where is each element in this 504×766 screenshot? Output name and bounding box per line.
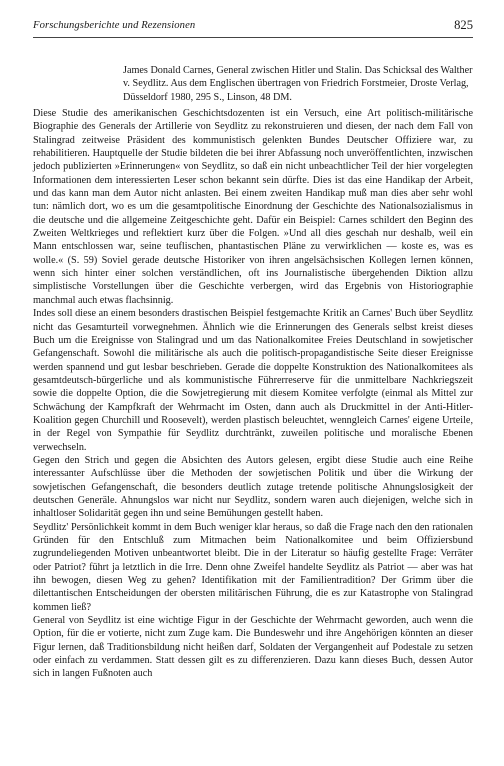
paragraph-4: Seydlitz' Persönlichkeit kommt in dem Buch weniger klar heraus, so daß die Frage nach den den rationalen Gründen für den Entschluß zum Mitmachen beim Nationalkomitee und beim Offiziersbund zugrundeliegenden Motiven unbeantwortet bleibt. Die in der Literatur so häufig gestellte Frage: Verräter oder Patriot? führt ja letztlich in die Irre. Denn ohne Zweifel handelte Seydlitz als Patriot — aber was hat ihn bewogen, diesen Weg zu gehen? Identifikation mit der Familientradition? Der Grimm über die dilettantischen Entscheidungen der obersten militärischen Führung, die es zur Katastrophe von Stalingrad kommen ließ? [33, 521, 473, 613]
header-rule [33, 37, 473, 38]
paragraph-3: Gegen den Strich und gegen die Absichten des Autors gelesen, ergibt diese Studie auch eine Reihe interessanter Aufschlüsse über die Methoden der sowjetischen Politik und über die Wirkung der sowjetischen Gefangenschaft, die besonders deutlich zutage tretende politische Ahnungslosigkeit der deutschen Generäle. Ahnungslos war nicht nur Seydlitz, sondern waren auch diejenigen, welche sich in inhaltloser Solidarität gegen ihn und seine Bemühungen gestellt haben. [33, 454, 473, 520]
review-body [33, 107, 473, 681]
section-title: Forschungsberichte und Rezensionen [33, 20, 196, 31]
page-number: 825 [454, 18, 473, 32]
book-citation: James Donald Carnes, General zwischen Hitler und Stalin. Das Schicksal des Walther v. Seydlitz. Aus dem Englischen übertragen von Friedrich Forstmeier, Droste Verlag, Düsseldorf 1980, 295 S., Linson, 48 DM. [123, 65, 473, 103]
running-header [33, 20, 473, 38]
paragraph-5: General von Seydlitz ist eine wichtige Figur in der Geschichte der Wehrmacht geworden, auch wenn die Option, für die er votierte, nicht zum Zuge kam. Die Bundeswehr und ihre Angehörigen könnten an dieser Figur lernen, daß Traditionsbildung nicht heißen darf, Soldaten der Vergangenheit auf Podestale zu setzen oder einfach zu verdammen. Statt dessen gilt es zu differenzieren. Dazu kann dieses Buch, dessen Autor sich in langen Fußnoten auch [33, 615, 473, 680]
paragraph-2: Indes soll diese an einem besonders drastischen Beispiel festgemachte Kritik an Carnes' Buch über Seydlitz nicht das Gesamturteil vorwegnehmen. Ähnlich wie die Erinnerungen des Generals selbst kreist dieses Buch um die Ereignisse von Stalingrad und um das Nationalkomitee Freies Deutschland in sowjetischer Gefangenschaft. Sowohl die militärische als auch die politisch-propagandistische Seite dieser Ereignisse werden spannend und gut lesbar beschrieben. Gerade die doppelte Konstruktion des Nationalkomitees als gesamtdeutsch-bürgerliche und als kommunistische Führerreserve für die unmittelbare Nachkriegszeit sowie die doppelte Option, die die Sowjetregierung mit diesem Komitee verfolgte (einmal als Mittel zur Schwächung der Kampfkraft der Wehrmacht im Osten, dann auch als Druckmittel in der Anti-Hitler-Koalition gegen Churchill und Roosevelt), werden plastisch beleuchtet, wenngleich Carnes' eigene Urteile, in der Regel von Sympathie für Seydlitz durchtränkt, zuweilen politische und moralische Ebenen verwechseln. [33, 308, 473, 453]
paragraph-1: Diese Studie des amerikanischen Geschichtsdozenten ist ein Versuch, eine Art politisch-militärische Biographie des Generals der Artillerie von Seydlitz zu rekonstruieren und diesen, der nach dem Fall von Stalingrad zeitweise Präsident des kommunistisch gelenkten Bundes Deutscher Offiziere war, zu rehabilitieren. Hauptquelle der Studie bildeten die bei ihrer Abfassung noch unveröffentlichten, inzwischen jedoch publizierten »Erinnerungen« von Seydlitz, so daß ein nicht unbeachtlicher Teil der hier vorgelegten Informationen dem interessierten Leser schon bekannt sein dürfte. Dies ist das eine Handikap der Arbeit, und das kann man dem Autor nicht anlasten. Bei einem zweiten Handikap muß man dies aber sehr wohl tun: nämlich dort, wo es um die gesamtpolitische Einordnung der Geschichte des Nationalsozialismus in die deutsche und die allgemeine Zeitgeschichte geht. Dafür ein Beispiel: Carnes schildert den Beginn des Zweiten Weltkrieges und reflektiert kurz über die Folgen. »Und all dies geschah nur deshalb, weil ein Mann entschlossen war, seine teuflischen, phantastischen Pläne zu verwirklichen — koste es, was es wolle.« (S. 59) Soviel gerade deutsche Historiker von ihren angelsächsischen Kollegen lernen können, wenn sich hinter einer solchen verständlichen, oft ins Journalistische übergehenden Diktion allzu simplistische Vorstellungen über die Geschichte verbergen, wird das Ergebnis von Historiographie manchmal auch etwas flachsinnig. [33, 108, 473, 306]
document-page [33, 0, 473, 766]
